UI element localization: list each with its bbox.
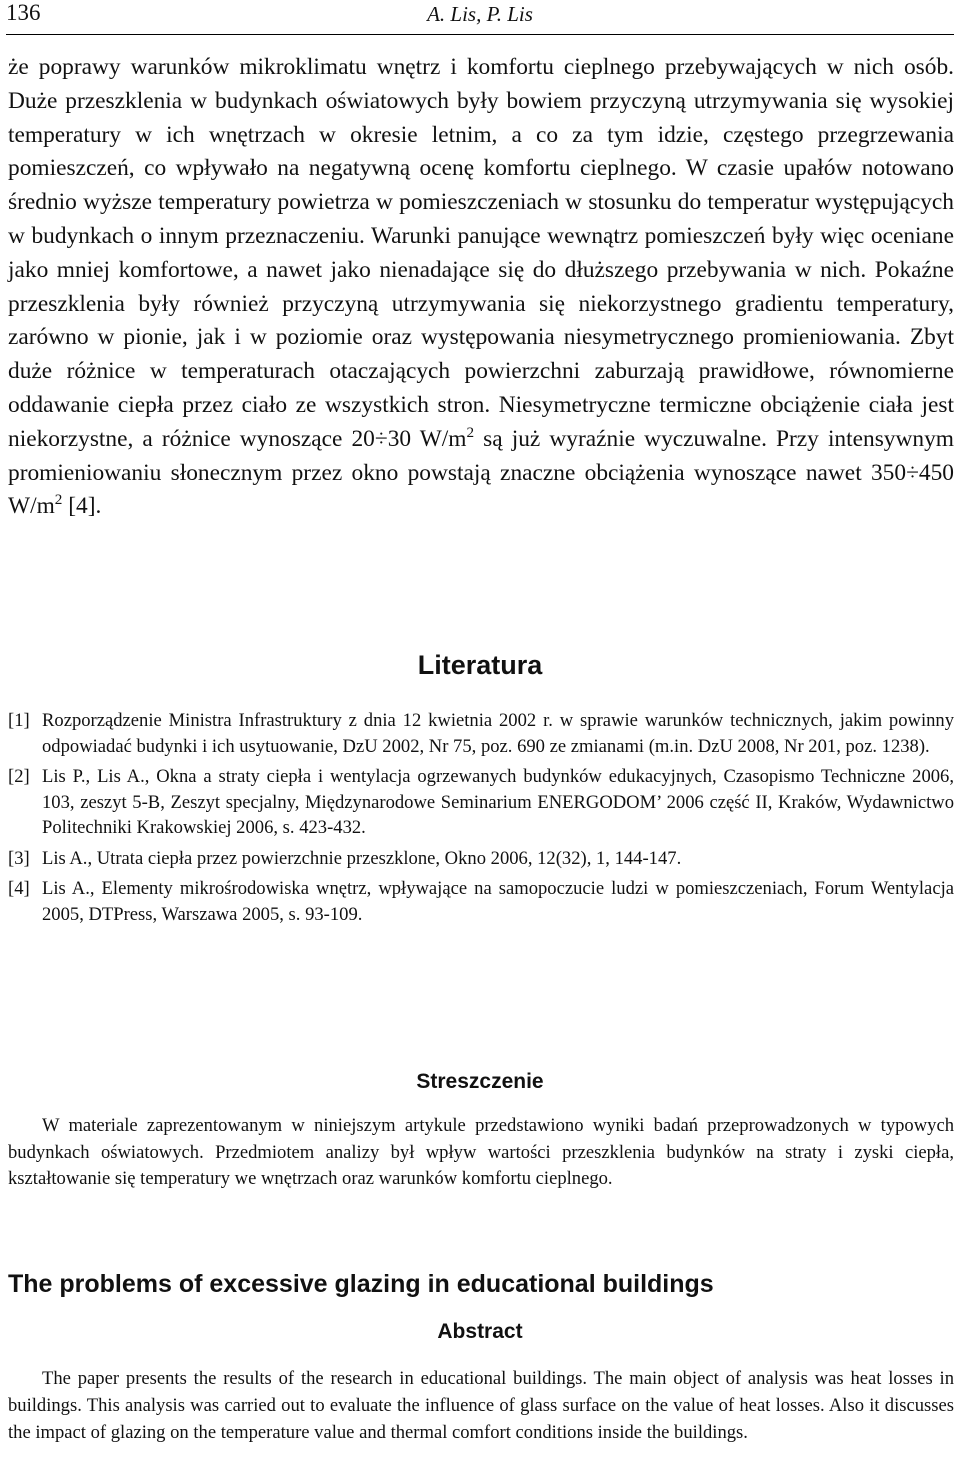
literature-heading: Literatura — [417, 650, 543, 680]
page-number: 136 — [6, 0, 41, 25]
body-text-part-3: [4]. — [62, 493, 102, 520]
abstract-heading: Abstract — [437, 1320, 523, 1343]
reference-item — [8, 846, 954, 872]
reference-item — [8, 764, 954, 841]
reference-item — [8, 876, 954, 927]
summary-text: W materiale zaprezentowanym w niniejszym artykule przedstawiono wyniki badań przeprowadzonych w typowych budynkach oświatowych. Przedmiotem analizy był wpływ wartości przeszklenia budynków na straty i zyski ciepła, kształtowanie się temperatury we wnętrzach oraz warunków komfortu cieplnego. — [8, 1115, 954, 1189]
reference-number: [3] — [8, 847, 30, 869]
reference-text: Lis A., Utrata ciepła przez powierzchnie przeszklone, Okno 2006, 12(32), 1, 144-147. — [42, 847, 682, 869]
reference-number: [2] — [8, 766, 30, 787]
reference-list — [8, 708, 954, 932]
reference-text: Lis P., Lis A., Okna a straty ciepła i wentylacja ogrzewanych budynków edukacyjnych, Czasopismo Techniczne 2006, 103, zeszyt 5-B, Zeszyt specjalny, Międzynarodowe Seminarium ENERGODOM’ 2006 część II, Kraków, Wydawnictwo Politechniki Krakowskiej 2006, s. 423-432. — [42, 766, 954, 838]
reference-text: Lis A., Elementy mikrośrodowiska wnętrz, wpływające na samopoczucie ludzi w pomieszczeniach, Forum Wentylacja 2005, DTPress, Warszawa 2005, s. 93-109. — [42, 878, 954, 925]
body-paragraph — [8, 51, 954, 524]
abstract-text: The paper presents the results of the research in educational buildings. The main object of analysis was heat losses in buildings. This analysis was carried out to evaluate the influence of glass surface on the value of heat losses. Also it discusses the impact of glazing on the temperature value and thermal comfort conditions inside the buildings. — [8, 1368, 954, 1443]
page-header — [6, 0, 954, 35]
superscript: 2 — [466, 423, 475, 441]
reference-text: Rozporządzenie Ministra Infrastruktury z dnia 12 kwietnia 2002 r. w sprawie warunków technicznych, jakim powinny odpowiadać budynki i ich usytuowanie, DzU 2002, Nr 75, poz. 690 ze zmianami (m.in. DzU 2008, Nr 201, poz. 1238). — [42, 710, 954, 757]
reference-number: [4] — [8, 878, 30, 899]
reference-item — [8, 708, 954, 759]
superscript: 2 — [54, 491, 63, 509]
body-text-part-2: są już wyraźnie wyczuwalne. Przy intensywnym promieniowaniu słonecznym przez okno powstają znaczne obciążenia wynoszące nawet 350÷450 W/m — [8, 425, 954, 520]
body-text-part-1: że poprawy warunków mikroklimatu wnętrz i komfortu cieplnego przebywających w nich osób. Duże przeszklenia w budynkach oświatowych były bowiem przyczyną utrzymywania się wysokiej temperatury w ich wnętrzach w okresie letnim, a co za tym idzie, częstego przegrzewania pomieszczeń, co wpływało na negatywną ocenę komfortu cieplnego. W czasie upałów notowano średnio wyższe temperatury powietrza w pomieszczeniach w stosunku do temperatur występujących w budynkach o innym przeznaczeniu. Warunki panujące wewnątrz pomieszczeń były więc oceniane jako mniej komfortowe, a nawet jako nienadające się do dłuższego przebywania w nich. Pokaźne przeszklenia były również przyczyną utrzymywania się niekorzystnego gradientu temperatury, zarówno w pionie, jak i w poziomie oraz występowania niesymetrycznego promieniowania. Zbyt duże różnice w temperaturach otaczających powierzchni zaburzają prawidłowe, równomierne oddawanie ciepła przez ciało ze wszystkich stron. Niesymetryczne termiczne obciążenie ciała jest niekorzystne, a różnice wynoszące 20÷30 W/m — [8, 54, 954, 452]
reference-number: [1] — [8, 710, 30, 731]
english-title: The problems of excessive glazing in educational buildings — [8, 1270, 714, 1298]
running-head-authors: A. Lis, P. Lis — [427, 2, 533, 26]
summary-heading: Streszczenie — [416, 1070, 544, 1093]
